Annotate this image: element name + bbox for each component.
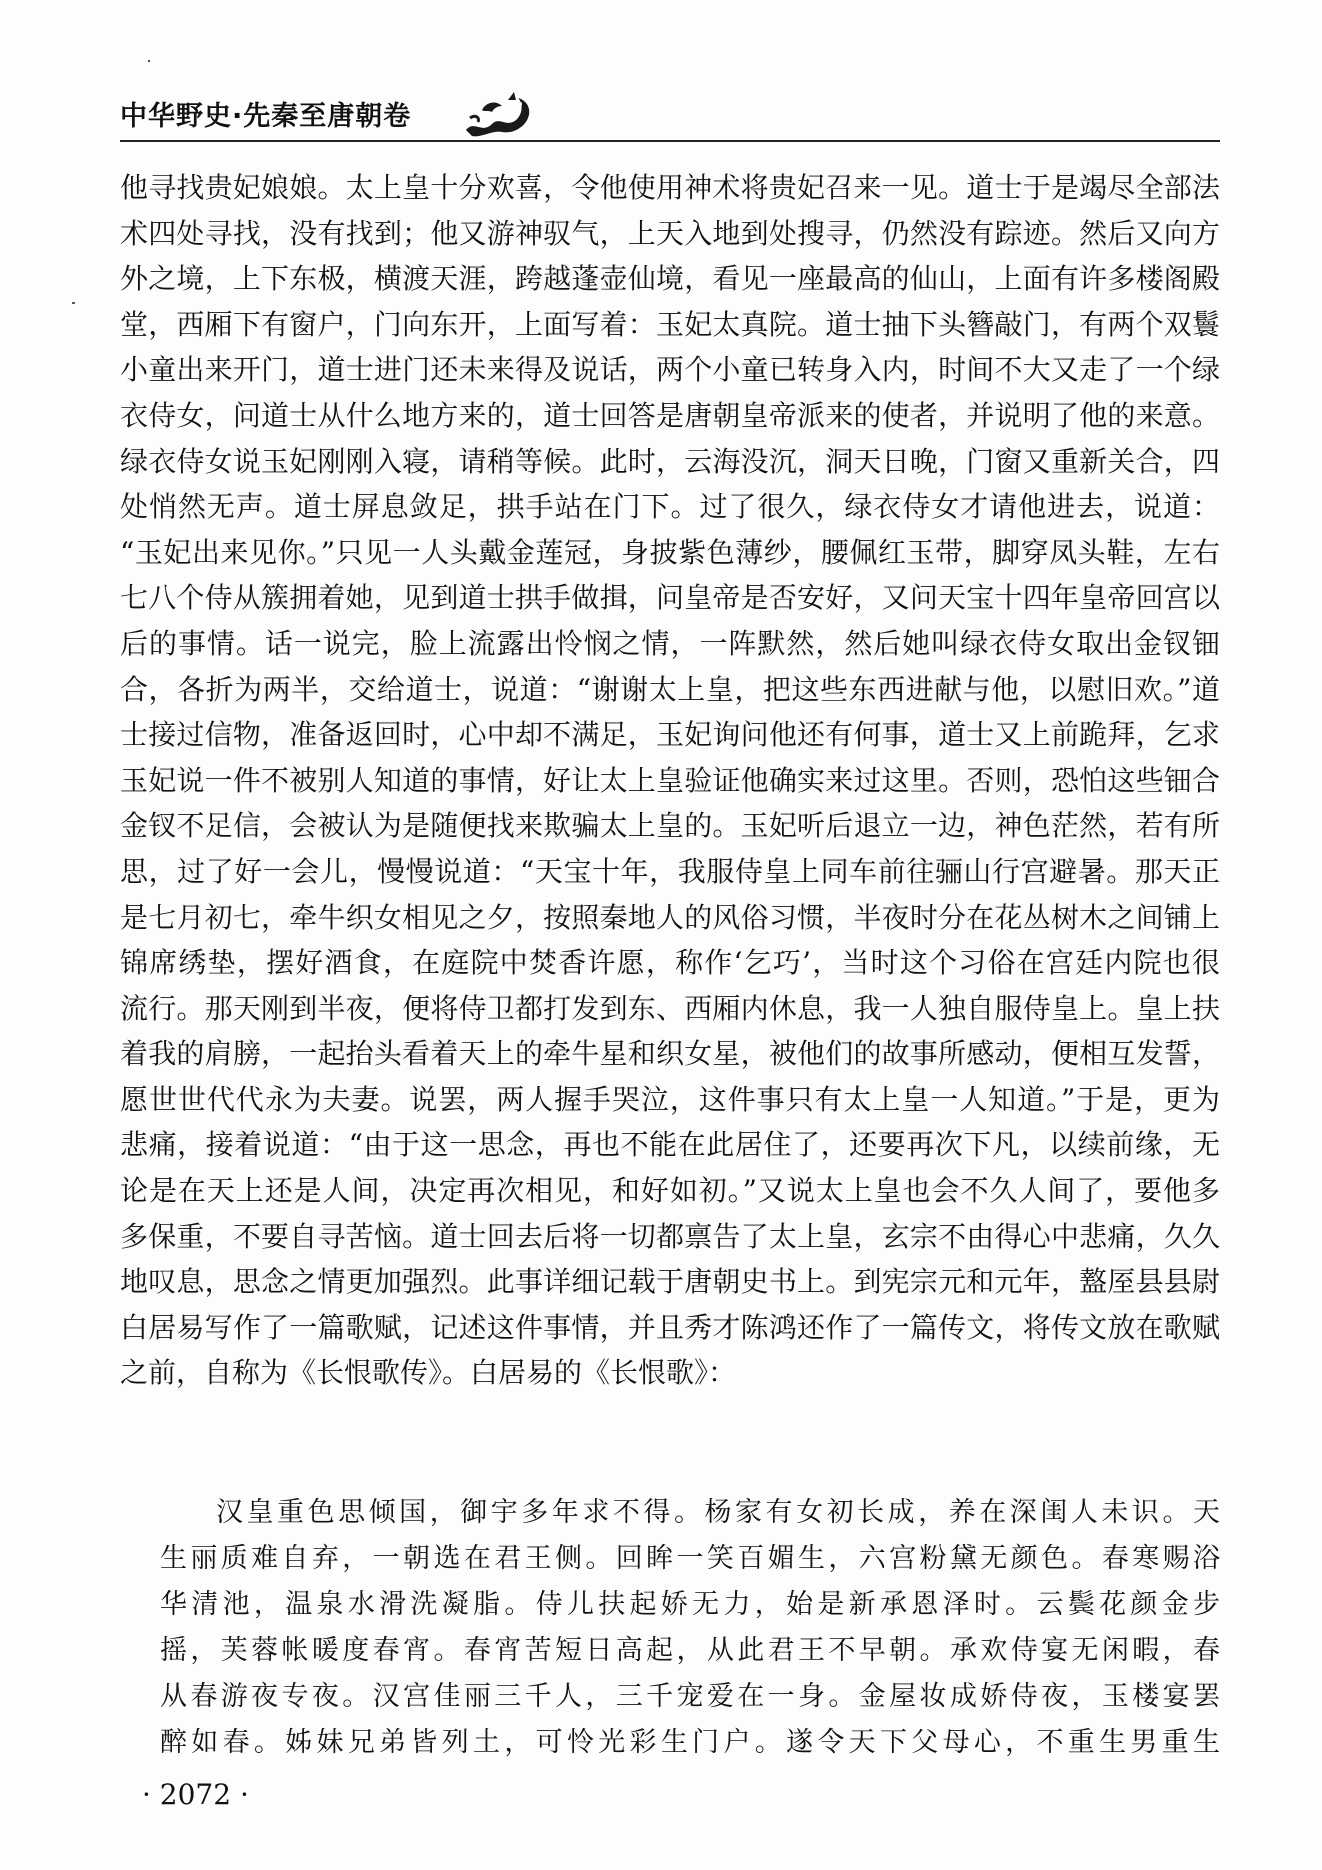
header-rule — [120, 140, 1220, 142]
dragon-emblem-icon — [462, 90, 534, 142]
poem-line: 生丽质难自弃，一朝选在君王侧。回眸一笑百媚生，六宫粉黛无颜色。春寒赐浴 — [160, 1543, 1220, 1574]
scan-speck — [72, 302, 75, 304]
text-line: 士接过信物，准备返回时，心中却不满足，玉妃询问他还有何事，道士又上前跪拜，乞求 — [120, 718, 1220, 752]
poem-line: 从春游夜专夜。汉宫佳丽三千人，三千宠爱在一身。金屋妆成娇侍夜，玉楼宴罢 — [160, 1681, 1220, 1712]
text-line: 外之境，上下东极，横渡天涯，跨越蓬壶仙境，看见一座最高的仙山，上面有许多楼阁殿 — [120, 262, 1220, 296]
text-line: 思，过了好一会儿，慢慢说道：“天宝十年，我服侍皇上同车前往骊山行宫避暑。那天正 — [120, 854, 1220, 888]
text-line: 七八个侍从簇拥着她，见到道士拱手做揖，问皇帝是否安好，又问天宝十四年皇帝回宫以 — [120, 581, 1220, 615]
text-line: 后的事情。话一说完，脸上流露出怜悯之情，一阵默然，然后她叫绿衣侍女取出金钗钿 — [120, 626, 1220, 660]
poem-line: 摇，芙蓉帐暖度春宵。春宵苦短日高起，从此君王不早朝。承欢侍宴无闲暇，春 — [160, 1635, 1220, 1666]
poem-line: 华清池，温泉水滑洗凝脂。侍儿扶起娇无力，始是新承恩泽时。云鬓花颜金步 — [160, 1589, 1220, 1620]
prose-body — [120, 165, 1220, 1396]
text-line: 流行。那天刚到半夜，便将侍卫都打发到东、西厢内休息，我一人独自服侍皇上。皇上扶 — [120, 991, 1220, 1025]
running-header — [120, 90, 1220, 150]
text-line: 论是在天上还是人间，决定再次相见，和好如初。”又说太上皇也会不久人间了，要他多 — [120, 1174, 1220, 1208]
text-line: 愿世世代代永为夫妻。说罢，两人握手哭泣，这件事只有太上皇一人知道。”于是，更为 — [120, 1082, 1220, 1116]
text-line: 他寻找贵妃娘娘。太上皇十分欢喜，令他使用神术将贵妃召来一见。道士于是竭尽全部法 — [120, 171, 1220, 204]
page-number: · 2072 · — [142, 1778, 249, 1811]
text-line: 堂，西厢下有窗户，门向东开，上面写着：玉妃太真院。道士抽下头簪敲门，有两个双鬟 — [120, 307, 1220, 341]
text-line: 术四处寻找，没有找到；他又游神驭气，上天入地到处搜寻，仍然没有踪迹。然后又向方 — [120, 216, 1220, 250]
text-line: 是七月初七，牵牛织女相见之夕，按照秦地人的风俗习惯，半夜时分在花丛树木之间铺上 — [120, 900, 1220, 934]
text-line: 玉妃说一件不被别人知道的事情，好让太上皇验证他确实来过这里。否则，恐怕这些钿合 — [120, 763, 1220, 797]
text-line: 锦席绣垫，摆好酒食，在庭院中焚香许愿，称作‘乞巧’，当时这个习俗在宫廷内院也很 — [120, 946, 1220, 980]
text-line: 多保重，不要自寻苦恼。道士回去后将一切都禀告了太上皇，玄宗不由得心中悲痛，久久 — [120, 1219, 1220, 1253]
text-line: “玉妃出来见你。”只见一人头戴金莲冠，身披紫色薄纱，腰佩红玉带，脚穿凤头鞋，左右 — [120, 535, 1220, 569]
text-line: 绿衣侍女说玉妃刚刚入寝，请稍等候。此时，云海没沉，洞天日晚，门窗又重新关合，四 — [120, 444, 1220, 478]
text-line: 合，各折为两半，交给道士，说道：“谢谢太上皇，把这些东西进献与他，以慰旧欢。”道 — [120, 672, 1220, 706]
text-line: 金钗不足信，会被认为是随便找来欺骗太上皇的。玉妃听后退立一边，神色茫然，若有所 — [120, 809, 1220, 843]
text-line: 悲痛，接着说道：“由于这一思念，再也不能在此居住了，还要再次下凡，以续前缘，无 — [120, 1128, 1220, 1162]
text-line: 白居易写作了一篇歌赋，记述这件事情，并且秀才陈鸿还作了一篇传文，将传文放在歌赋 — [120, 1310, 1220, 1344]
poem-line: 汉皇重色思倾国，御宇多年求不得。杨家有女初长成，养在深闺人未识。天 — [216, 1497, 1220, 1528]
text-line: 之前，自称为《长恨歌传》。白居易的《长恨歌》： — [120, 1356, 737, 1390]
text-line: 着我的肩膀，一起抬头看着天上的牵牛星和织女星，被他们的故事所感动，便相互发誓， — [120, 1037, 1220, 1071]
text-line: 地叹息，思念之情更加强烈。此事详细记载于唐朝史书上。到宪宗元和元年，盩厔县县尉 — [120, 1265, 1220, 1299]
text-line: 小童出来开门，道士进门还未来得及说话，两个小童已转身入内，时间不大又走了一个绿 — [120, 353, 1220, 387]
book-title: 中华野史·先秦至唐朝卷 — [120, 101, 412, 132]
poem-line: 醉如春。姊妹兄弟皆列土，可怜光彩生门户。遂令天下父母心，不重生男重生 — [160, 1727, 1220, 1758]
text-line: 衣侍女，问道士从什么地方来的，道士回答是唐朝皇帝派来的使者，并说明了他的来意。 — [120, 398, 1220, 432]
text-line: 处悄然无声。道士屏息敛足，拱手站在门下。过了很久，绿衣侍女才请他进去，说道： — [120, 490, 1220, 524]
poem-quote — [160, 1490, 1220, 1766]
scan-speck — [148, 60, 150, 62]
